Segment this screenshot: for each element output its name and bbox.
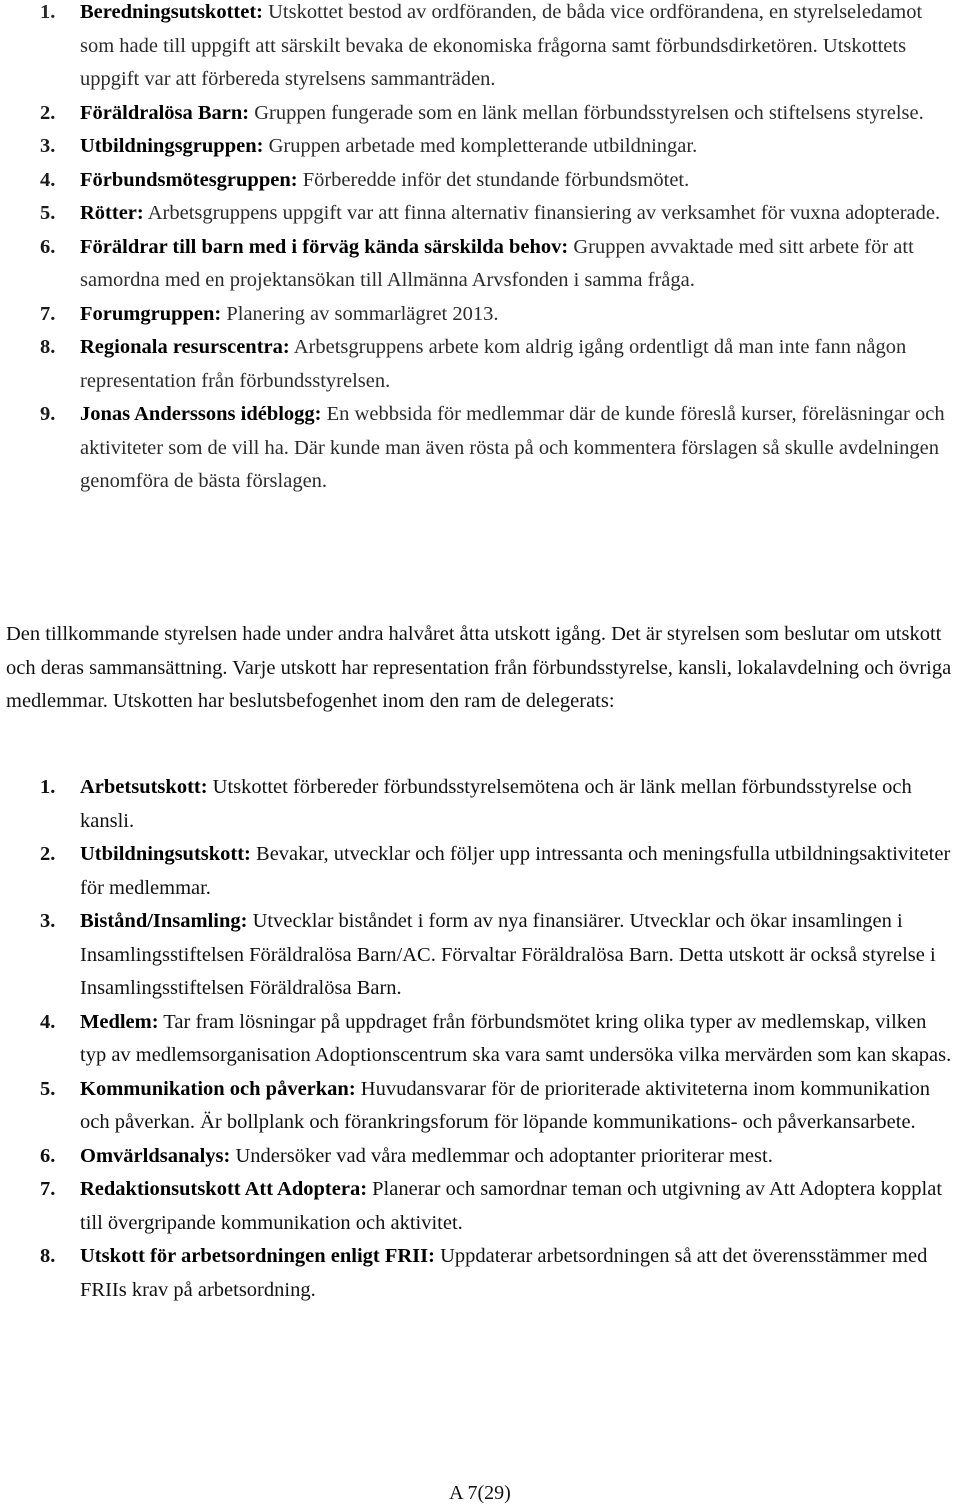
- item-number: 1.: [40, 1, 56, 23]
- item-text: Gruppen arbetade med kompletterande utbildningar.: [263, 135, 698, 157]
- item-number: 3.: [40, 910, 56, 932]
- list-item: [0, 298, 960, 332]
- item-label: Rötter:: [80, 202, 144, 224]
- item-text: Gruppen fungerade som en länk mellan förbundsstyrelsen och stiftelsens styrelse.: [249, 101, 924, 124]
- working-groups-list: [0, 0, 960, 499]
- item-text: Uppdaterar arbetsordningen så att det överensstämmer med FRIIs krav på arbetsordning.: [80, 1245, 928, 1301]
- item-text: Förberedde inför det stundande förbundsmötet.: [297, 168, 690, 191]
- item-number: 9.: [40, 403, 56, 425]
- item-label: Jonas Anderssons idéblogg:: [80, 403, 322, 425]
- page-number: A 7(29): [449, 1482, 511, 1504]
- list-item: [0, 1073, 960, 1140]
- item-number: 4.: [40, 168, 56, 191]
- list-item: [0, 1140, 960, 1174]
- item-text: Planerar och samordnar teman och utgivning av Att Adoptera kopplat till övergripande kommunikation och aktivitet.: [80, 1178, 943, 1234]
- item-text: Utvecklar biståndet i form av nya finansiärer. Utvecklar och ökar insamlingen i Insamlingsstiftelsen Föräldralösa Barn/AC. Förvaltar Föräldralösa Barn. Detta utskott är också styrelse i Insamlingsstiftelsen Föräldralösa Barn.: [80, 910, 936, 999]
- item-number: 6.: [40, 1144, 56, 1167]
- item-label: Redaktionsutskott Att Adoptera:: [80, 1178, 368, 1200]
- item-text: Tar fram lösningar på uppdraget från förbundsmötet kring olika typer av medlemskap, vilken typ av medlemsorganisation Adoptionscentrum ska vara samt undersöka vilka mervärden som kan skapas.: [80, 1010, 952, 1066]
- item-number: 8.: [40, 1245, 56, 1267]
- item-number: 1.: [40, 776, 56, 798]
- list-item: [0, 1240, 960, 1307]
- item-label: Utbildningsgruppen:: [80, 135, 264, 157]
- item-number: 4.: [40, 1010, 56, 1033]
- item-label: Utbildningsutskott:: [80, 843, 251, 865]
- list-item: [0, 197, 960, 231]
- item-number: 5.: [40, 202, 56, 224]
- committees-intro-paragraph: Den tillkommande styrelsen hade under andra halvåret åtta utskott igång. Det är styrelsen som beslutar om utskott och deras sammansättning. Varje utskott har representation från förbundsstyrelse, kansli, lokalavdelning och övriga medlemmar. Utskotten har beslutsbefogenhet inom den ram de delegerats:: [6, 623, 952, 712]
- item-label: Föräldralösa Barn:: [80, 101, 250, 124]
- item-number: 6.: [40, 235, 56, 258]
- committees-list: [0, 771, 960, 1307]
- item-text: Huvudansvarar för de prioriterade aktiviteterna inom kommunikation och påverkan. Är bollplank och förankringsforum för löpande kommunikations- och påverkansarbete.: [80, 1077, 931, 1133]
- list-item: [0, 164, 960, 198]
- item-label: Forumgruppen:: [80, 302, 222, 325]
- item-text: Bevakar, utvecklar och följer upp intressanta och meningsfulla utbildningsaktiviteter för medlemmar.: [80, 843, 951, 899]
- item-text: Arbetsgruppens uppgift var att finna alternativ finansiering av verksamhet för vuxna adopterade.: [143, 202, 941, 224]
- item-label: Omvärldsanalys:: [80, 1144, 231, 1167]
- list-item: [0, 1173, 960, 1240]
- item-label: Arbetsutskott:: [80, 776, 208, 798]
- item-text: Utskottet förbereder förbundsstyrelsemötena och är länk mellan förbundsstyrelse och kansli.: [80, 776, 912, 832]
- item-label: Förbundsmötesgruppen:: [80, 168, 298, 191]
- item-label: Föräldrar till barn med i förväg kända särskilda behov:: [80, 235, 569, 258]
- item-label: Bistånd/Insamling:: [80, 910, 248, 932]
- list-item: [0, 905, 960, 1006]
- list-item: [0, 771, 960, 838]
- item-number: 2.: [40, 101, 56, 124]
- item-label: Utskott för arbetsordningen enligt FRII:: [80, 1245, 435, 1267]
- item-number: 3.: [40, 135, 56, 157]
- list-item: [0, 398, 960, 499]
- item-text: Gruppen avvaktade med sitt arbete för att samordna med en projektansökan till Allmänna Arvsfonden i samma fråga.: [80, 235, 914, 291]
- item-text: Arbetsgruppens arbete kom aldrig igång ordentligt då man inte fann någon representation från förbundsstyrelsen.: [80, 336, 907, 392]
- item-label: Regionala resurscentra:: [80, 336, 290, 358]
- item-text: Undersöker vad våra medlemmar och adoptanter prioriterar mest.: [230, 1144, 773, 1167]
- item-label: Medlem:: [80, 1010, 159, 1033]
- item-text: En webbsida för medlemmar där de kunde föreslå kurser, föreläsningar och aktiviteter som de vill ha. Där kunde man även rösta på och kommentera förslagen så skulle avdelningen genomföra de bästa förslagen.: [80, 403, 945, 492]
- list-item: [0, 838, 960, 905]
- item-number: 8.: [40, 336, 56, 358]
- item-text: Utskottet bestod av ordföranden, de båda vice ordförandena, en styrelseledamot som hade till uppgift att särskilt bevaka de ekonomiska frågorna samt förbundsdirketören. Utskottets uppgift var att förbereda styrelsens sammanträden.: [80, 1, 923, 90]
- item-number: 7.: [40, 1178, 56, 1200]
- list-item: [0, 0, 960, 97]
- item-label: Beredningsutskottet:: [80, 1, 263, 23]
- list-item: [0, 331, 960, 398]
- list-item: [0, 130, 960, 164]
- list-item: [0, 231, 960, 298]
- list-item: [0, 97, 960, 131]
- item-label: Kommunikation och påverkan:: [80, 1077, 356, 1100]
- item-number: 5.: [40, 1077, 56, 1100]
- item-text: Planering av sommarlägret 2013.: [221, 302, 499, 325]
- item-number: 7.: [40, 302, 56, 325]
- list-item: [0, 1006, 960, 1073]
- item-number: 2.: [40, 843, 56, 865]
